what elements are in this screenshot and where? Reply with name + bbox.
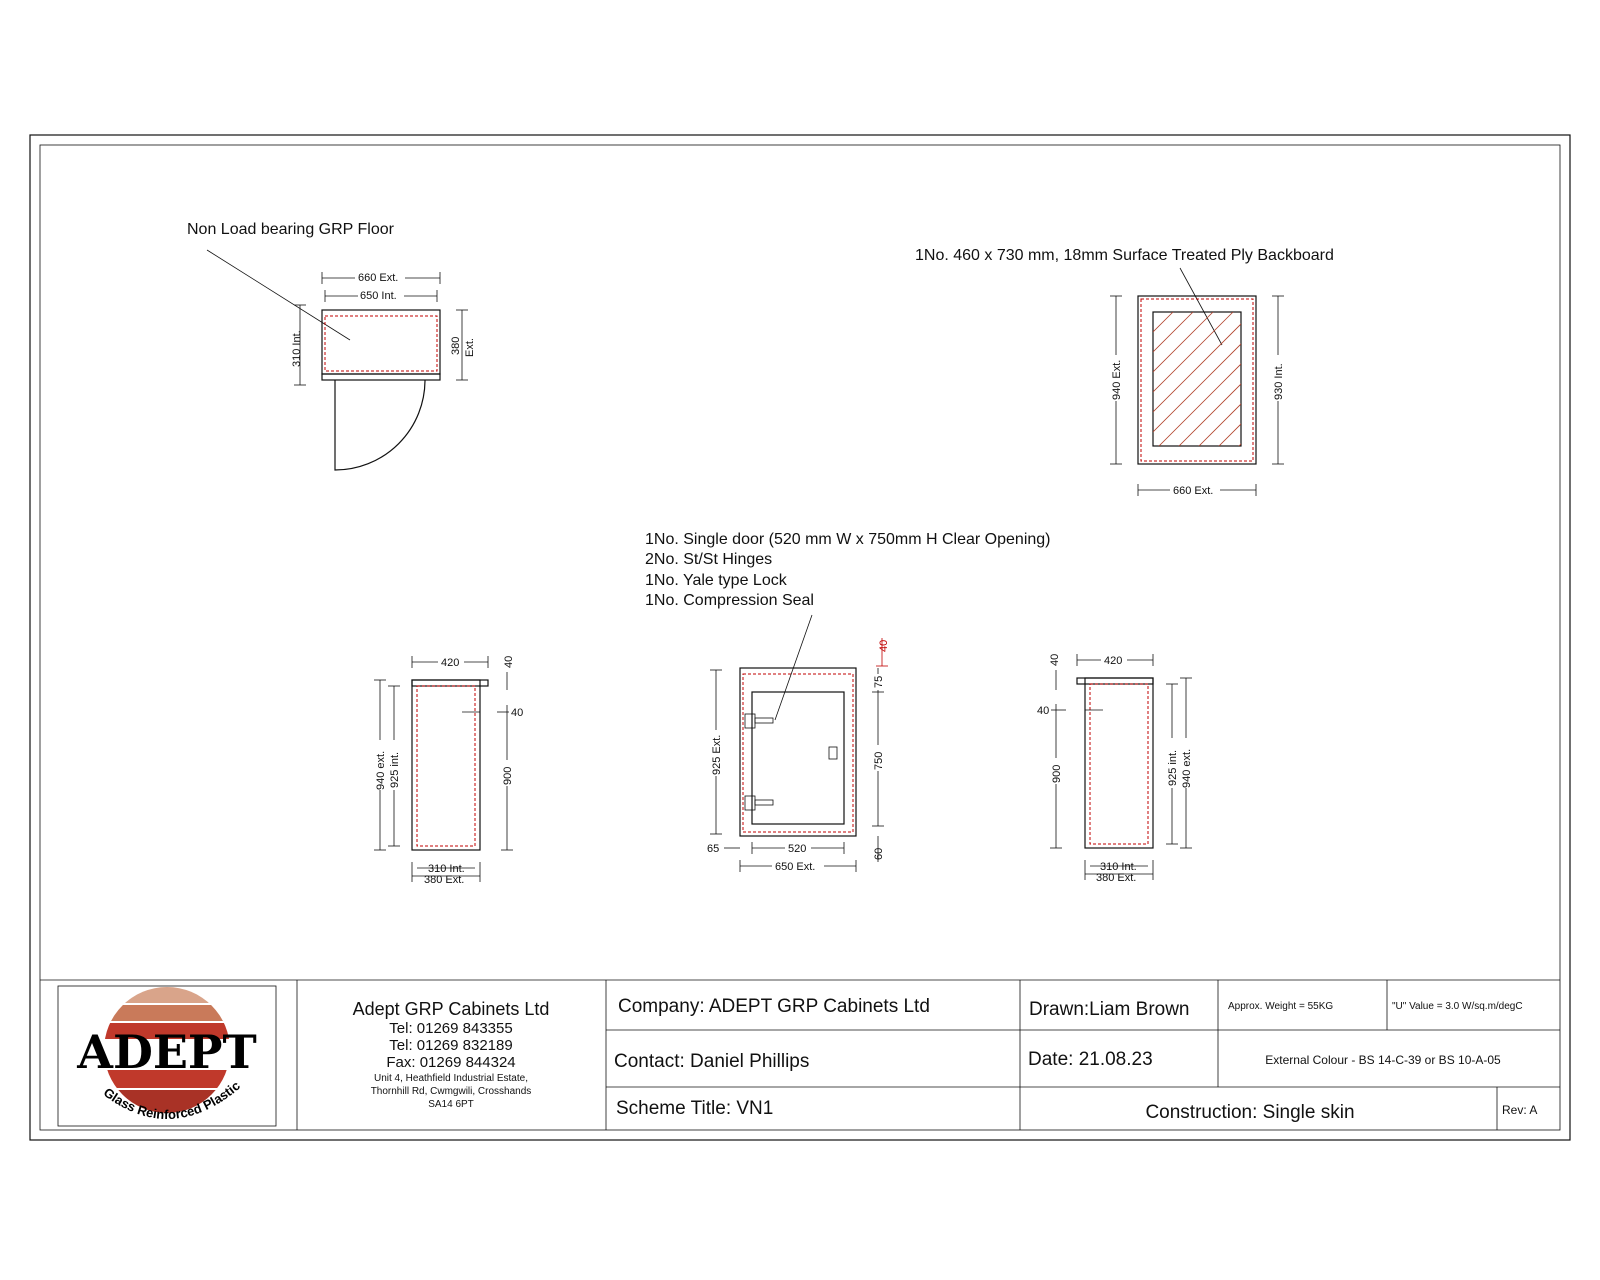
construction-field: Construction: Single skin	[1145, 1102, 1355, 1123]
floor-int-width: 650 Int.	[360, 290, 397, 302]
left-900-dim: 900	[502, 766, 514, 785]
floor-ext-depth-a: 380	[450, 336, 462, 355]
front-ext-height: 925 Ext.	[711, 734, 723, 775]
door-swing-arc	[335, 380, 425, 470]
right-side-view	[1037, 654, 1193, 884]
date-field: Date: 21.08.23	[1028, 1049, 1153, 1070]
front-top-red-dim: 40	[878, 639, 890, 652]
left-int-height: 925 int.	[389, 751, 401, 788]
spec-note-hinges: 2No. St/St Hinges	[645, 551, 773, 568]
outer-border	[30, 135, 1570, 1140]
back-outline	[1138, 296, 1256, 464]
back-view	[915, 247, 1373, 497]
u-value: "U" Value = 3.0 W/sq.m/degC	[1392, 1001, 1523, 1012]
backboard-hatching	[1153, 312, 1373, 462]
left-int-depth: 310 Int.	[428, 863, 465, 875]
logo-word: ADEPT	[77, 1025, 257, 1079]
back-ext-height: 940 Ext.	[1111, 359, 1123, 400]
left-body	[412, 680, 480, 850]
floor-leader	[207, 250, 350, 340]
hinge-bottom	[745, 796, 755, 810]
title-block	[40, 980, 1560, 1130]
spec-notes	[645, 531, 1051, 609]
left-internal	[417, 686, 475, 846]
right-body	[1085, 678, 1153, 848]
back-int-height: 930 Int.	[1273, 363, 1285, 400]
floor-outline	[322, 310, 440, 374]
backboard-label: 1No. 460 x 730 mm, 18mm Surface Treated Ply Backboard	[915, 247, 1334, 264]
floor-int-depth: 310 Int.	[291, 330, 303, 367]
address-line-3: SA14 6PT	[428, 1099, 474, 1110]
drawn-by-field: Drawn:Liam Brown	[1029, 999, 1190, 1020]
left-ext-depth: 380 Ext.	[424, 874, 465, 886]
front-view	[707, 615, 890, 873]
tel-1: Tel: 01269 843355	[389, 1020, 513, 1037]
right-roof-side-dim: 40	[1037, 705, 1050, 717]
hinge-top	[745, 714, 755, 728]
right-ext-depth: 380 Ext.	[1096, 872, 1137, 884]
floor-plan-view	[187, 221, 476, 470]
spec-note-lock: 1No. Yale type Lock	[645, 572, 787, 589]
adept-logo	[76, 985, 256, 1122]
left-ext-height: 940 ext.	[375, 750, 387, 790]
revision: Rev: A	[1502, 1103, 1538, 1117]
spec-note-seal: 1No. Compression Seal	[645, 592, 814, 609]
left-roof	[412, 680, 488, 686]
front-ext-width-dim: 650 Ext.	[775, 861, 816, 873]
right-roof	[1077, 678, 1153, 684]
company-name: Adept GRP Cabinets Ltd	[352, 999, 550, 1019]
logo-tagline: Glass Reinforced Plastic	[100, 1077, 243, 1123]
right-int-depth: 310 Int.	[1100, 861, 1137, 873]
right-ext-height: 940 ext.	[1181, 748, 1193, 788]
contact-field: Contact: Daniel Phillips	[614, 1051, 810, 1072]
right-900-dim: 900	[1051, 764, 1063, 783]
left-roof-side-dim: 40	[511, 707, 524, 719]
spec-note-door: 1No. Single door (520 mm W x 750mm H Clear Opening)	[645, 531, 1051, 548]
front-top-gap-dim: 75	[873, 675, 885, 688]
right-internal	[1090, 684, 1148, 844]
right-roof-dim: 40	[1049, 653, 1061, 666]
front-side-dim: 65	[707, 843, 720, 855]
left-side-view	[373, 656, 523, 886]
tel-2: Tel: 01269 832189	[389, 1037, 513, 1054]
floor-internal	[325, 316, 437, 371]
address-line-1: Unit 4, Heathfield Industrial Estate,	[374, 1073, 528, 1084]
external-colour: External Colour - BS 14-C-39 or BS 10-A-05	[1265, 1053, 1501, 1067]
left-roof-dim: 40	[503, 655, 515, 668]
scheme-title-field: Scheme Title: VN1	[616, 1098, 774, 1119]
floor-ext-width: 660 Ext.	[358, 272, 399, 284]
right-int-height: 925 int.	[1167, 749, 1179, 786]
yale-lock	[829, 747, 837, 759]
door-panel	[752, 692, 844, 824]
approx-weight: Approx. Weight = 55KG	[1228, 1001, 1334, 1012]
floor-label: Non Load bearing GRP Floor	[187, 221, 394, 238]
floor-ext-depth-b: Ext.	[464, 338, 476, 357]
fax: Fax: 01269 844324	[386, 1054, 516, 1071]
address-line-2: Thornhill Rd, Cwmgwili, Crosshands	[370, 1086, 532, 1097]
front-door-width-dim: 520	[788, 843, 807, 855]
back-ext-width: 660 Ext.	[1173, 485, 1214, 497]
company-field: Company: ADEPT GRP Cabinets Ltd	[618, 996, 930, 1017]
left-top-dim: 420	[441, 657, 460, 669]
front-door-height-dim: 750	[873, 751, 885, 770]
front-bottom-dim: 60	[873, 847, 885, 860]
front-body	[740, 668, 856, 836]
front-internal	[743, 674, 853, 832]
right-top-dim: 420	[1104, 655, 1123, 667]
back-internal	[1141, 299, 1253, 461]
inner-border	[40, 145, 1560, 1130]
backboard-leader	[1180, 268, 1222, 345]
floor-base	[322, 374, 440, 380]
